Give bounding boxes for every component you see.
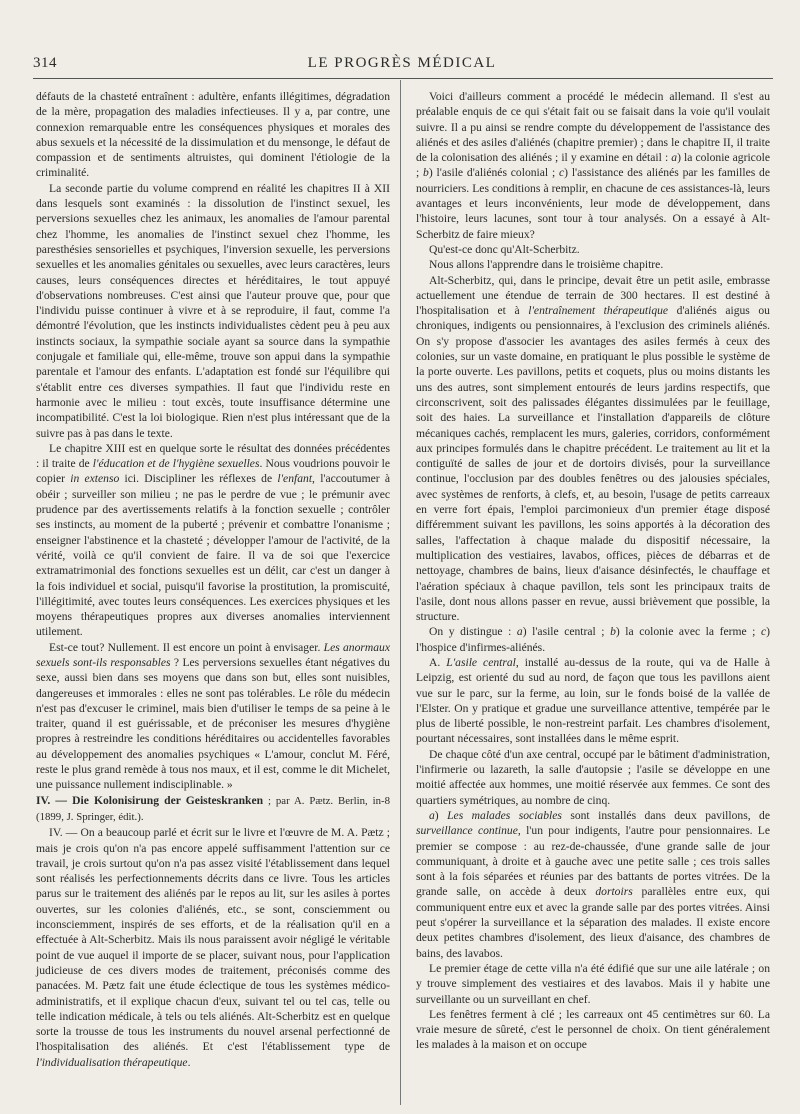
- page-number: 314: [33, 55, 57, 71]
- paragraph: Voici d'ailleurs comment a procédé le médecin allemand. Il s'est au préalable enquis de ce qui s'était fait ou se faisait dans la voie qu'il voulait suivre. Il a pu ainsi se rendre compte du développement de l'assistance des aliénés et des asiles d'aliénés (chapitre premier) ; dans le chapitre II, il traite de la colonisation des aliénés ; il y examine en détail : a) la colonie agricole ; b) l'asile d'aliénés colonial ; c) l'assistance des aliénés par les familles de nourriciers. Les conditions à remplir, en chacune de ces assistances-là, leurs avantages et leurs inconvénients, leur mode de développement, dans l'histoire, leurs lacunes, sont tour à tour analysés. On a essayé à Alt-Scherbitz de faire mieux?: [416, 90, 770, 241]
- paragraph: On y distingue : a) l'asile central ; b) la colonie avec la ferme ; c) l'hospice d'infirmes-aliénés.: [416, 625, 770, 654]
- running-header: [33, 53, 771, 75]
- paragraph: Le premier étage de cette villa n'a été édifié que sur une aile latérale ; on y trouve simplement des vestiaires et des lavabos. Mais il y habite une surveillante ou un surveillant en chef.: [416, 961, 770, 1006]
- paragraph: a) Les malades sociables sont installés dans deux pavillons, de surveillance continue, l'un pour indigents, l'autre pour pensionnaires. Le premier se compose : au rez-de-chaussée, d'une grande salle de jour communiquant, à droite et à gauche avec une petite salle ; ces trois salles sont à la fois séparées et réunies par des battants de portes vitrées. De la grande salle, on accède à deux dortoirs parallèles entre eux, qui communiquent entre eux et avec la grande salle par des portes vitrées. Ainsi peut s'opérer la surveillance et la séparation des malades. Il existe encore deux petites chambres d'isolement, des lieux d'aisance, des chambres de bains, des lavabos.: [416, 808, 771, 960]
- paragraph: De chaque côté d'un axe central, occupé par le bâtiment d'administration, l'infirmerie ou lazareth, la salle d'autopsie ; l'asile se développe en une moitié affectée aux hommes, une moitié réservée aux femmes. Ce sont des quartiers symétriques, au nombre de cinq.: [416, 747, 770, 807]
- paragraph: Nous allons l'apprendre dans le troisième chapitre.: [429, 258, 664, 272]
- header-rule: [33, 78, 773, 79]
- paragraph: Est-ce tout? Nullement. Il est encore un point à envisager. Les anormaux sexuels sont-ils responsables ? Les perversions sexuelles étant négatives du sexe, aussi bien dans ses moyens que dans son but, elles sont nuisibles, dangereuses et immorales : elles ne sont pas tolérables. Le rôle du médecin n'est pas d'excuser le criminel, mais bien d'utiliser le temps de sa peine à le traiter, quand il est guérissable, et de préconiser les mesures d'hygiène propres à restreindre les conditions héréditaires ou accidentelles favorables au développement des anomalies psychiques « L'amour, conclut M. Féré, reste le plus grand remède à tous nos maux, et il est, comme le dit Michelet, une puissance nullement indisciplinable. »: [36, 640, 390, 792]
- paragraph: défauts de la chasteté entraînent : adultère, enfants illégitimes, dégradation de la mère, propagation des maladies infectieuses. Il y a, par contre, une connexion remarquable entre les conséquences physiques et morales des abus sexuels et la nécessité de la dissimulation et du mensonge, le défaut de compassion et de sentiments altruistes, qui dominent l'étiologie de la criminalité.: [36, 90, 390, 180]
- paragraph: Les fenêtres ferment à clé ; les carreaux ont 45 centimètres sur 60. La vraie mesure de sûreté, c'est le personnel de choix. On tient généralement les malades à la maison et on occupe: [416, 1007, 770, 1052]
- paragraph: Alt-Scherbitz, qui, dans le principe, devait être un petit asile, embrasse actuellement une étendue de terrain de 300 hectares. Il est destiné à l'hospitalisation et à l'entraînement thérapeutique d'aliénés aigus ou chroniques, indigents ou pensionnaires, à l'exclusion des criminels aliénés. On s'y propose d'associer les avantages des asiles fermés à ceux des colonies, sur un vaste domaine, en pratiquant le plus possible le système de la porte ouverte. Les pavillons, petits et coquets, plus ou moins distants les uns des autres, sont simplement entourés de leurs jardins respectifs, que circonscrivent, soit des palissades élégantes dissimulées par le feuillage, soit des haies. La surveillance et l'installation d'appareils de clôture mécaniques cachés, remplacent les murs, galeries, corridors, conformément aux principes formulés dans le chapitre précédent. Le traitement au lit et la contiguïté de salles de jour et de dortoirs divisés, pour la surveillance continue, l'occlusion par des doubles fenêtres ou des jalousies spéciales, avec systèmes de renforts, à clefs, et, au besoin, l'usage de petits carreaux en verre fort épais, l'emploi parcimonieux d'un premier étage disposé différemment suivant les pavillons, les soins apportés à la décoration des salles, l'affectation à chaque malade du dispositif nécessaire, la multiplication des vestiaires, lavabos, offices, pièces de débarras et de nettoyage, chambres de bains, lieux d'aisance désinfectés, le chauffage et l'aération spéciaux à chaque pavillon, tels sont les principaux traits de l'asile, dont nous allons passer en revue, aussi brièvement que possible, la structure.: [416, 273, 770, 624]
- paragraph: Le chapitre XIII est en quelque sorte le résultat des données précédentes : il traite de l'éducation et de l'hygiène sexuelles. Nous voudrions pouvoir le copier in extenso ici. Discipliner les réflexes de l'enfant, l'accoutumer à obéir ; surveiller son milieu ; ne pas le perdre de vue ; le prémunir avec prudence par des avertissements relatifs à la fonction sexuelle ; contrôler ses instincts, au moment de la puberté ; prévenir et combattre l'onanisme ; enseigner l'abstinence et la chasteté ; développer l'amour de l'activité, de la vérité, voilà ce qu'il convient de faire. Il va de soi que l'exercice extramatrimonial des fonctions sexuelles est un délit, car c'est un danger à la fois individuel et social, puisqu'il favorise la prostitution, la promiscuité, l'illégitimité, avec toutes leurs conséquences. Les exercices physiques et les moyens thérapeutiques propres aux diverses anomalies interviennent utilement.: [36, 441, 391, 639]
- section-heading: IV. — Die Kolonisirung der Geisteskranken ; par A. Pætz. Berlin, in-8 (1899, J. Springer, édit.).: [36, 793, 390, 823]
- journal-title: LE PROGRÈS MÉDICAL: [307, 55, 497, 71]
- left-column: [36, 89, 390, 1070]
- column-divider: [400, 80, 401, 1105]
- right-column: [416, 89, 770, 1053]
- paragraph: A. L'asile central, installé au-dessus de la route, qui va de Halle à Leipzig, est orienté du sud au nord, de façon que tous les pavillons aient vue sur le parc, sur la ferme, au loin, sur le fonds boisé de la vallée de l'Elster. On y pratique et gradue une surveillance attentive, tempérée par le plus de liberté possible, le non-restreint parfait. Les chambres d'isolement, pourtant nécessaires, sont installées dans le même esprit.: [416, 655, 771, 746]
- paragraph: Qu'est-ce donc qu'Alt-Scherbitz.: [429, 242, 580, 256]
- paragraph: IV. — On a beaucoup parlé et écrit sur le livre et l'œuvre de M. A. Pætz ; mais je crois qu'on n'a pas encore appelé suffisamment l'attention sur ce travail, je crois surtout qu'on n'a pas assez visité l'établissement dans lequel sont réalisés les perfectionnements décrits dans ce livre. Tous les articles parus sur le traitement des aliénés par le repos au lit, sur les asiles à portes ouvertes, sur les colonies d'aliénés, etc., se sont, consciemment ou inconsciemment, inspirés de ses efforts, et de la réalisation qu'il en a effectuée à Alt-Scherbitz. Mais ils nous paraissent avoir négligé le véritable point de vue auquel il importe de se placer, suivant nous, pour l'application judicieuse de ces divers modes de traitement, préconisés comme des panacées. M. Pætz fait une étude éclectique de tous les systèmes médico-administratifs, et il explique chacun d'eux, suivant tel ou tel cas, telle ou telle indication médicale, à tels ou tels aliénés. Alt-Scherbitz est en quelque sorte la trousse de tous les instruments du nouvel arsenal perfectionné de l'hospitalisation des aliénés. Et c'est l'établissement type de l'individualisation thérapeutique.: [36, 826, 390, 1069]
- paragraph: La seconde partie du volume comprend en réalité les chapitres II à XII dans lesquels sont examinés : la dissolution de l'instinct sexuel, les perversions sexuelles chez les animaux, les anomalies de l'amour parental chez l'homme, les anomalies de l'instinct sexuel chez l'homme, les paresthésies sensorielles et psychiques, l'inversion sexuelle, les perversions sexuelles et les anomalies génitales ou sexuelles, avec leurs caractères, leurs causes, leurs conséquences directes et héréditaires, le tout appuyé d'observations nombreuses. C'est ainsi que l'auteur prouve que, pour que l'individu puisse continuer à vivre et à se reproduire, il faut, comme l'a démontré l'évolution, que les instincts individualistes cèdent peu à peu aux instincts sociaux, la sympathie sociale ayant sa source dans la sympathie conjugale et familiale qui, elle-même, trouve son appui dans la sympathie parentale et l'amour des enfants. L'adaptation est fondé sur l'équilibre qui s'établit entre ces diverses sympathies. Il faut que l'individu reste en harmonie avec le milieu : tout excès, toute insuffisance détermine une incompatibilité. C'est la loi biologique. Rien n'est plus intéressant que de la suivre pas à pas dans le texte.: [36, 181, 390, 440]
